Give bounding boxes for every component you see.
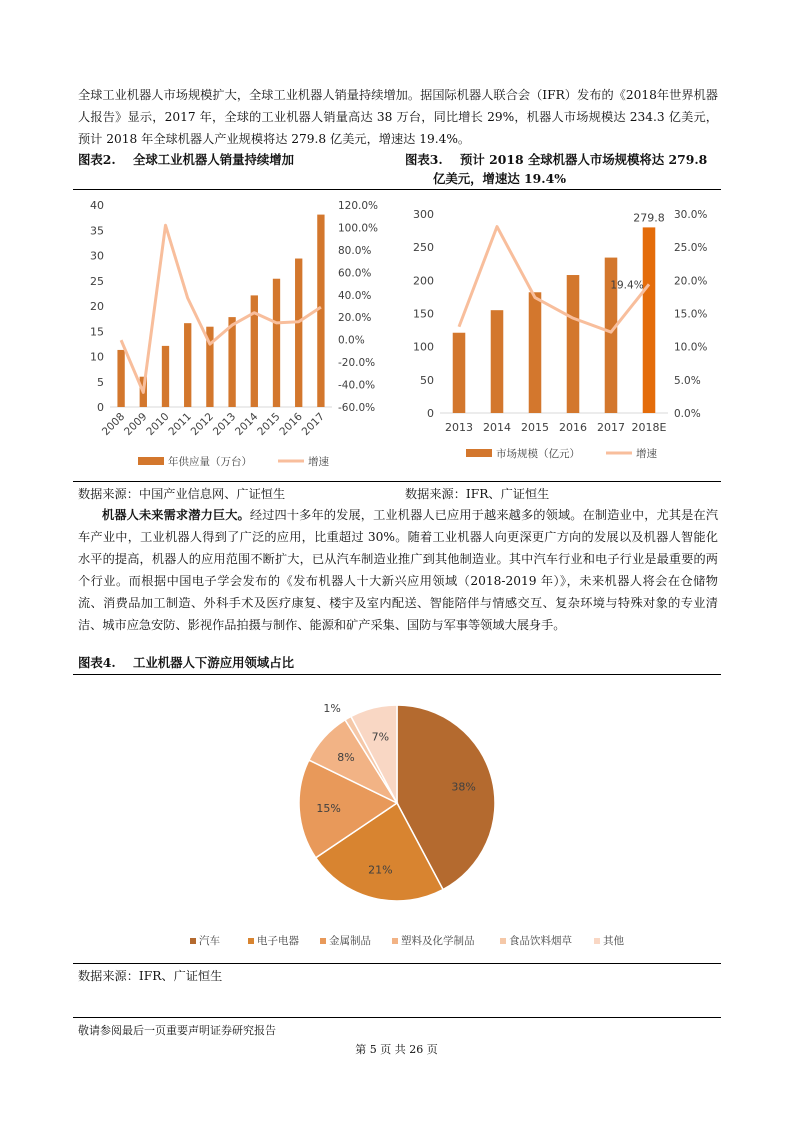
category-label: 2017 [597,421,625,434]
footer-page-number: 第 5 页 共 26 页 [355,1043,438,1056]
right-axis-tick: -40.0% [338,379,376,392]
right-axis-tick: 60.0% [338,267,372,280]
figure2-caption [78,150,294,169]
bar-2018E [643,227,656,413]
category-label: 2011 [166,410,194,439]
pie-value-label: 1% [323,701,341,715]
left-axis-tick: 100 [413,340,434,354]
bar-2011 [184,323,191,407]
rule-top [73,189,721,190]
paragraph-2-lead: 机器人未来需求潜力巨大。 [102,508,250,522]
pie-legend-label: 金属制品 [329,935,371,947]
category-label: 2008 [99,410,128,439]
rule-chart-bottom [73,481,721,482]
category-label: 2015 [521,421,549,434]
rule-fig4-bottom [73,963,721,964]
legend-bar-swatch [466,449,492,457]
pie-legend-label: 食品饮料烟草 [509,935,572,947]
figure3-source: 数据来源：IFR、广证恒生 [405,487,550,501]
right-axis-tick: 25.0% [674,242,708,255]
category-label: 2009 [122,410,150,439]
left-axis-tick: 5 [97,375,104,389]
left-axis-tick: 25 [90,274,104,288]
figure2-source: 数据来源：中国产业信息网、广证恒生 [78,487,286,501]
left-axis-tick: 200 [413,274,434,288]
legend-bar-label: 年供应量（万台） [168,456,252,468]
robot-sales-chart [70,192,390,477]
category-label: 2015 [255,410,283,439]
bar-2017 [317,215,324,407]
category-label: 2016 [277,410,305,439]
right-axis-tick: 10.0% [674,341,708,354]
figure4-caption-title: 工业机器人下游应用领域占比 [132,655,295,670]
bar-2015 [529,292,542,413]
bar-data-label: 279.8 [633,211,665,225]
bar-2008 [117,350,124,407]
pie-legend-label: 其他 [603,935,624,947]
category-label: 2010 [144,410,172,439]
category-label: 2014 [483,421,511,434]
rule-fig4-top [73,674,721,675]
robot-market-chart [400,192,722,477]
right-axis-tick: -60.0% [338,402,376,414]
left-axis-tick: 50 [420,373,434,387]
category-label: 2016 [559,421,587,434]
legend-line-label: 增速 [308,456,329,468]
right-axis-tick: 15.0% [674,308,708,321]
pie-legend-swatch [500,938,506,944]
right-axis-tick: 0.0% [338,334,365,347]
left-axis-tick: 30 [90,249,104,263]
line-data-label: 19.4% [610,279,644,292]
right-axis-tick: 30.0% [674,209,708,221]
growth-line [121,225,321,392]
pie-legend-label: 汽车 [199,935,220,947]
left-axis-tick: 0 [427,407,434,420]
figure3-caption-title-2: 亿美元，增速达 19.4% [433,171,566,186]
legend-line-label: 增速 [636,448,657,460]
legend-bar-swatch [138,457,164,465]
bar-2013 [228,317,235,407]
figure2-caption-title: 全球工业机器人销量持续增加 [132,152,295,167]
figure4-caption-num: 图表4. [78,655,116,670]
right-axis-tick: 5.0% [674,374,701,387]
category-label: 2013 [445,421,473,434]
legend-bar-label: 市场规模（亿元） [496,448,580,460]
right-axis-tick: 20.0% [338,312,372,325]
intro-paragraph: 全球工业机器人市场规模扩大，全球工业机器人销量持续增加。据国际机器人联合会（IFR）发布的《2018年世界机器人报告》显示，2017 年，全球的工业机器人销量高达 38 万台，同比增长 29%，机器人市场规模达 234.3 亿美元，预计 2018 年全球机器人产业规模将达 279.8 亿美元，增速达 19.4%。 [78,88,718,146]
application-pie-chart [170,690,630,960]
right-axis-tick: 20.0% [674,275,708,288]
figure3-caption-num: 图表3. [405,152,443,167]
paragraph-2-body: 经过四十多年的发展，工业机器人已应用于越来越多的领域。在制造业中，尤其是在汽车产业中，工业机器人得到了广泛的应用，比重超过 30%。随着工业机器人向更深更广方向的发展以及机器人智能化水平的提高，机器人的应用范围不断扩大，已从汽车制造业推广到其他制造业。其中汽车行业和电子行业是最重要的两个行业。而根据中国电子学会发布的《发布机器人十大新兴应用领域（2018-2019 年）》，未来机器人将会在仓储物流、消费品加工制造、外科手术及医疗康复、楼宇及室内配送、智能陪伴与情感交互、复杂环境与特殊对象的专业清洁、城市应急安防、影视作品拍摄与制作、能源和矿产采集、国防与军事等领域大展身手。 [78,508,719,632]
pie-legend-swatch [248,938,254,944]
pie-legend-swatch [594,938,600,944]
pie-legend-label: 塑料及化学制品 [401,935,475,947]
footer-disclaimer: 敬请参阅最后一页重要声明证券研究报告 [78,1024,276,1037]
right-axis-tick: -20.0% [338,357,376,370]
category-label: 2012 [188,410,217,439]
left-axis-tick: 250 [413,241,434,255]
right-axis-tick: 100.0% [338,222,379,235]
pie-value-label: 15% [316,801,341,815]
paragraph-2 [78,504,718,636]
left-axis-tick: 10 [90,350,104,364]
bar-2016 [567,275,580,413]
pie-legend-swatch [190,938,196,944]
bar-2015 [273,279,280,407]
footer-rule [73,1017,721,1018]
category-label: 2018E [631,421,667,434]
left-axis-tick: 150 [413,307,434,321]
bar-2014 [491,310,504,413]
bar-2013 [453,333,466,413]
bar-2016 [295,259,302,407]
figure4-caption [78,653,294,672]
pie-legend-swatch [320,938,326,944]
figure3-caption [405,150,720,188]
left-axis-tick: 20 [90,300,104,313]
right-axis-tick: 40.0% [338,289,372,302]
pie-value-label: 8% [337,751,355,765]
pie-value-label: 21% [368,863,393,877]
left-axis-tick: 35 [90,224,104,238]
category-label: 2014 [233,410,261,439]
figure2-caption-num: 图表2. [78,152,116,167]
category-label: 2017 [299,410,328,439]
figure3-caption-title-1: 预计 2018 全球机器人市场规模将达 279.8 [459,152,708,167]
left-axis-tick: 300 [413,208,434,221]
right-axis-tick: 0.0% [674,408,701,420]
left-axis-tick: 15 [90,325,104,339]
figure4-source: 数据来源：IFR、广证恒生 [78,969,223,983]
left-axis-tick: 0 [97,401,104,414]
left-axis-tick: 40 [90,199,104,212]
pie-value-label: 38% [451,780,476,794]
pie-value-label: 7% [371,730,390,744]
category-label: 2013 [210,410,239,439]
right-axis-tick: 80.0% [338,244,372,257]
bar-2010 [162,346,169,407]
pie-legend-swatch [392,938,398,944]
pie-legend-label: 电子电器 [257,935,299,947]
right-axis-tick: 120.0% [338,200,379,212]
